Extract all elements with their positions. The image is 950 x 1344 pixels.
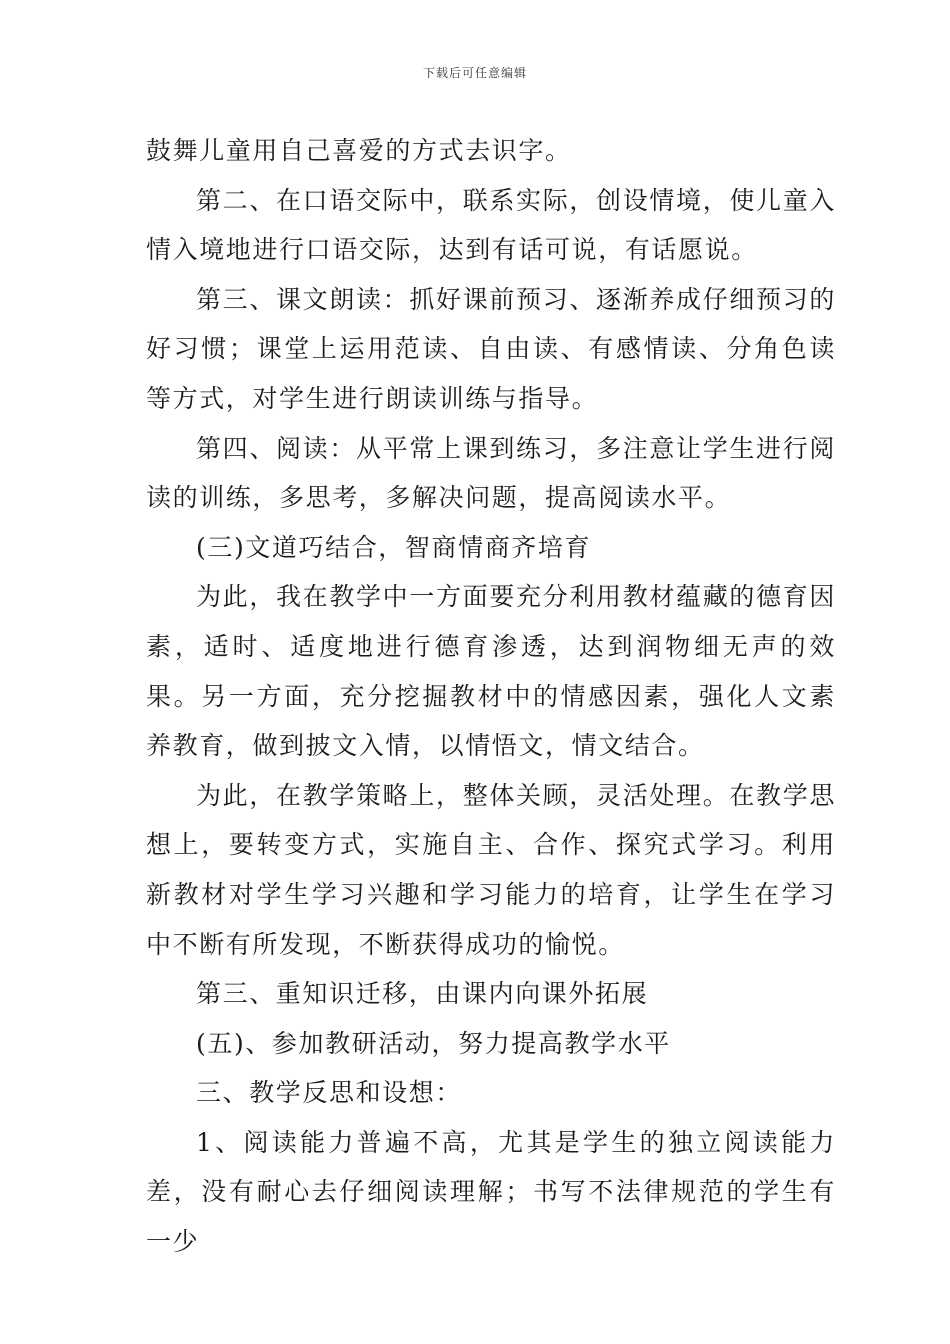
paragraph: 鼓舞儿童用自己喜爱的方式去识字。 xyxy=(146,136,572,165)
section-heading: 三、教学反思和设想： xyxy=(196,1078,463,1108)
paragraph: 第四、阅读：从平常上课到练习，多注意让学生进行阅读的训练，多思考，多解决问题，提高阅读水平。 xyxy=(146,433,836,513)
section-heading: (五)、参加教研活动，努力提高教学水平 xyxy=(196,1028,671,1058)
paragraph: 第二、在口语交际中，联系实际，创设情境，使儿童入情入境地进行口语交际，达到有话可说，有话愿说。 xyxy=(146,185,836,265)
document-body xyxy=(146,126,836,1267)
section-heading: (三)文道巧结合，智商情商齐培育 xyxy=(196,532,592,562)
paragraph: 1、阅读能力普遍不高，尤其是学生的独立阅读能力差，没有耐心去仔细阅读理解；书写不法律规范的学生有一少 xyxy=(146,1127,836,1257)
paragraph: 第三、课文朗读：抓好课前预习、逐渐养成仔细预习的好习惯；课堂上运用范读、自由读、有感情读、分角色读等方式，对学生进行朗读训练与指导。 xyxy=(146,284,836,413)
paragraph: 为此，在教学策略上，整体关顾，灵活处理。在教学思想上，要转变方式，实施自主、合作、探究式学习。利用新教材对学生学习兴趣和学习能力的培育，让学生在学习中不断有所发现，不断获得成功的愉悦。 xyxy=(146,780,836,959)
paragraph: 第三、重知识迁移，由课内向课外拓展 xyxy=(196,979,649,1009)
paragraph: 为此，我在教学中一方面要充分利用教材蕴藏的德育因素，适时、适度地进行德育渗透，达到润物细无声的效果。另一方面，充分挖掘教材中的情感因素，强化人文素养教育，做到披文入情，以情悟文，情文结合。 xyxy=(146,582,836,761)
page-header: 下载后可任意编辑 xyxy=(422,66,527,80)
